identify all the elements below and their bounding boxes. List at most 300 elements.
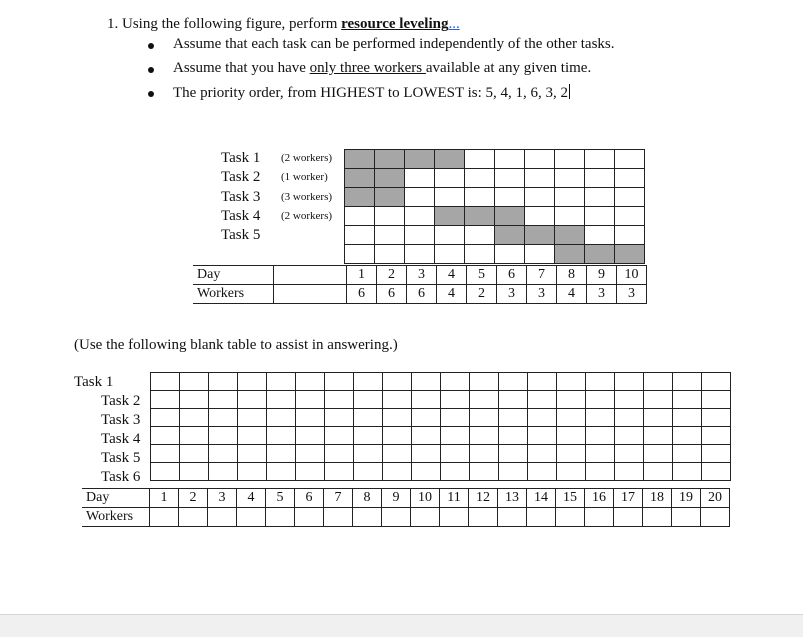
fig-task-workers: (1 worker) <box>281 171 328 183</box>
blank-gantt-cell <box>470 463 499 481</box>
gantt-cell <box>615 169 645 188</box>
blank-gantt-cell <box>644 463 673 481</box>
fig-day-value: 9 <box>587 266 617 285</box>
blank-gantt-cell <box>151 409 180 427</box>
blank-day-value: 2 <box>179 489 208 508</box>
figure-gantt-grid <box>344 149 645 264</box>
blank-gantt-cell <box>354 391 383 409</box>
gantt-cell <box>345 226 375 245</box>
blank-gantt-cell <box>702 427 731 445</box>
gantt-row <box>345 207 645 226</box>
bullet-dot <box>148 43 154 49</box>
blank-day-value: 18 <box>643 489 672 508</box>
gantt-cell <box>585 226 615 245</box>
blank-day-value: 12 <box>469 489 498 508</box>
fig-task-workers: (2 workers) <box>281 152 333 164</box>
gantt-cell <box>615 150 645 169</box>
gantt-cell <box>465 169 495 188</box>
blank-gantt-cell <box>209 373 238 391</box>
blank-gantt-cell <box>296 463 325 481</box>
blank-day-table <box>82 488 730 527</box>
blank-gantt-cell <box>470 445 499 463</box>
gantt-cell <box>525 150 555 169</box>
blank-gantt-cell <box>412 391 441 409</box>
blank-task-label: Task 1 <box>74 374 114 390</box>
fig-day-value: 10 <box>617 266 647 285</box>
gantt-cell <box>345 207 375 226</box>
blank-gantt-cell <box>354 427 383 445</box>
blank-workers-cell <box>614 508 643 527</box>
blank-workers-cell <box>556 508 585 527</box>
blank-workers-row <box>82 508 730 527</box>
blank-gantt-cell <box>441 373 470 391</box>
blank-gantt-cell <box>615 427 644 445</box>
gantt-cell <box>525 207 555 226</box>
bullet-dot <box>148 91 154 97</box>
gantt-cell <box>345 169 375 188</box>
blank-gantt-cell <box>528 373 557 391</box>
bullet-2-text-b: available at any given time. <box>425 60 592 76</box>
blank-gantt-cell <box>499 373 528 391</box>
blank-day-value: 6 <box>295 489 324 508</box>
fig-workers-value: 3 <box>587 285 617 304</box>
blank-day-value: 15 <box>556 489 585 508</box>
blank-gantt-cell <box>441 445 470 463</box>
blank-day-value: 4 <box>237 489 266 508</box>
gantt-cell <box>615 226 645 245</box>
blank-gantt-cell <box>209 427 238 445</box>
blank-gantt-cell <box>180 445 209 463</box>
blank-gantt-cell <box>499 427 528 445</box>
gantt-cell <box>585 207 615 226</box>
fig-task-label: Task 1 <box>221 150 261 166</box>
blank-gantt-cell <box>238 373 267 391</box>
gantt-cell <box>615 245 645 264</box>
gantt-row <box>345 169 645 188</box>
blank-task-label: Task 6 <box>101 469 141 485</box>
gantt-cell <box>525 169 555 188</box>
blank-workers-cell <box>672 508 701 527</box>
blank-workers-label: Workers <box>82 508 150 527</box>
blank-gantt-cell <box>528 409 557 427</box>
blank-gantt-cell <box>151 373 180 391</box>
bullet-dot <box>148 67 154 73</box>
blank-task-label: Task 3 <box>101 412 141 428</box>
blank-gantt-cell <box>586 391 615 409</box>
blank-gantt-cell <box>557 445 586 463</box>
link-marker: .. <box>452 16 460 32</box>
blank-gantt-cell <box>238 427 267 445</box>
gantt-cell <box>555 188 585 207</box>
blank-gantt-cell <box>586 445 615 463</box>
question-number: 1. <box>107 16 119 32</box>
fig-day-label: Day <box>193 266 274 285</box>
blank-gantt-cell <box>383 391 412 409</box>
blank-gantt-cell <box>557 427 586 445</box>
gantt-cell <box>375 207 405 226</box>
blank-gantt-cell <box>383 427 412 445</box>
fig-workers-value: 3 <box>497 285 527 304</box>
fig-workers-value: 4 <box>557 285 587 304</box>
blank-task-label: Task 2 <box>101 393 141 409</box>
blank-gantt-cell <box>267 427 296 445</box>
blank-workers-cell <box>382 508 411 527</box>
blank-gantt-cell <box>180 373 209 391</box>
blank-gantt-cell <box>209 445 238 463</box>
gantt-cell <box>435 150 465 169</box>
bullet-2 <box>173 60 591 77</box>
blank-gantt-cell <box>267 445 296 463</box>
blank-gantt-cell <box>151 391 180 409</box>
gantt-row <box>345 188 645 207</box>
gantt-cell <box>585 245 615 264</box>
blank-gantt-cell <box>209 409 238 427</box>
fig-day-value: 5 <box>467 266 497 285</box>
blank-gantt-cell <box>325 445 354 463</box>
blank-gantt-cell <box>383 373 412 391</box>
blank-gantt-grid <box>150 372 731 481</box>
blank-gantt-cell <box>238 463 267 481</box>
gantt-cell <box>405 188 435 207</box>
fig-day-value: 8 <box>557 266 587 285</box>
blank-gantt-cell <box>441 427 470 445</box>
blank-day-value: 13 <box>498 489 527 508</box>
blank-gantt-cell <box>412 427 441 445</box>
blank-gantt-cell <box>412 445 441 463</box>
gantt-cell <box>495 245 525 264</box>
blank-gantt-cell <box>528 445 557 463</box>
blank-gantt-cell <box>296 427 325 445</box>
fig-day-value: 2 <box>377 266 407 285</box>
blank-gantt-cell <box>586 463 615 481</box>
blank-gantt-cell <box>296 391 325 409</box>
gantt-cell <box>465 245 495 264</box>
fig-workers-value: 3 <box>617 285 647 304</box>
gantt-cell <box>465 150 495 169</box>
question-line <box>107 16 460 33</box>
fig-workers-value: 6 <box>377 285 407 304</box>
blank-gantt-cell <box>151 427 180 445</box>
blank-workers-cell <box>266 508 295 527</box>
gantt-cell <box>555 150 585 169</box>
fig-task-label: Task 3 <box>221 189 261 205</box>
blank-gantt-cell <box>499 391 528 409</box>
bullet-2-text-a: Assume that you have <box>173 60 310 76</box>
blank-gantt-cell <box>673 391 702 409</box>
blank-gantt-cell <box>470 373 499 391</box>
gantt-cell <box>525 245 555 264</box>
question-prefix: Using the following figure, perform <box>122 16 342 32</box>
fig-day-value: 3 <box>407 266 437 285</box>
gantt-cell <box>495 150 525 169</box>
gantt-cell <box>555 245 585 264</box>
gantt-cell <box>495 226 525 245</box>
helper-note: (Use the following blank table to assist in answering.) <box>74 337 398 353</box>
blank-gantt-cell <box>180 391 209 409</box>
blank-gantt-row <box>151 373 731 391</box>
bullet-3 <box>173 84 570 102</box>
gantt-cell <box>525 188 555 207</box>
blank-gantt-row <box>151 463 731 481</box>
blank-workers-cell <box>643 508 672 527</box>
blank-gantt-cell <box>702 373 731 391</box>
blank-gantt-cell <box>644 409 673 427</box>
blank-gantt-cell <box>209 391 238 409</box>
gantt-cell <box>435 207 465 226</box>
blank-workers-cell <box>150 508 179 527</box>
blank-gantt-cell <box>702 391 731 409</box>
fig-task-workers: (3 workers) <box>281 191 333 203</box>
bullet-3-text: The priority order, from HIGHEST to LOWEST is: 5, 4, 1, 6, 3, 2 <box>173 85 569 101</box>
fig-task-label: Task 5 <box>221 227 261 243</box>
text-cursor <box>569 84 570 99</box>
fig-workers-value: 3 <box>527 285 557 304</box>
gantt-cell <box>555 226 585 245</box>
blank-gantt-cell <box>151 445 180 463</box>
gantt-cell <box>405 150 435 169</box>
blank-gantt-cell <box>615 409 644 427</box>
gantt-cell <box>615 207 645 226</box>
blank-gantt-cell <box>702 409 731 427</box>
fig-day-value: 6 <box>497 266 527 285</box>
gantt-cell <box>585 188 615 207</box>
blank-gantt-cell <box>499 445 528 463</box>
blank-day-value: 9 <box>382 489 411 508</box>
blank-gantt-cell <box>557 391 586 409</box>
blank-gantt-cell <box>238 445 267 463</box>
blank-gantt-cell <box>673 373 702 391</box>
gantt-cell <box>495 207 525 226</box>
blank-workers-cell <box>701 508 730 527</box>
blank-gantt-cell <box>673 427 702 445</box>
blank-gantt-cell <box>267 409 296 427</box>
gantt-cell <box>405 169 435 188</box>
bullet-1 <box>173 36 615 53</box>
fig-task-label: Task 2 <box>221 169 261 185</box>
question-suffix: . <box>448 16 453 32</box>
blank-gantt-cell <box>412 409 441 427</box>
blank-gantt-cell <box>470 409 499 427</box>
blank-gantt-row <box>151 391 731 409</box>
gantt-cell <box>525 226 555 245</box>
blank-gantt-cell <box>354 409 383 427</box>
fig-day-spacer <box>274 266 347 285</box>
blank-gantt-cell <box>673 445 702 463</box>
blank-day-value: 1 <box>150 489 179 508</box>
fig-day-value: 7 <box>527 266 557 285</box>
blank-day-label: Day <box>82 489 150 508</box>
gantt-cell <box>375 226 405 245</box>
gantt-cell <box>465 188 495 207</box>
bullet-1-text: Assume that each task can be performed independently of the other tasks. <box>173 36 615 52</box>
blank-gantt-cell <box>383 445 412 463</box>
blank-task-label: Task 4 <box>101 431 141 447</box>
question-emphasis: resource leveling <box>341 16 449 32</box>
blank-gantt-cell <box>470 427 499 445</box>
blank-gantt-cell <box>267 463 296 481</box>
blank-gantt-cell <box>644 445 673 463</box>
blank-gantt-cell <box>325 391 354 409</box>
blank-gantt-cell <box>296 373 325 391</box>
bullet-2-underline: only three workers <box>309 60 426 76</box>
blank-gantt-cell <box>499 463 528 481</box>
blank-gantt-cell <box>209 463 238 481</box>
gantt-cell <box>375 150 405 169</box>
gantt-cell <box>375 169 405 188</box>
blank-gantt-cell <box>325 463 354 481</box>
blank-day-value: 19 <box>672 489 701 508</box>
gantt-cell <box>435 169 465 188</box>
blank-day-value: 20 <box>701 489 730 508</box>
gantt-cell <box>465 226 495 245</box>
blank-gantt-cell <box>644 373 673 391</box>
gantt-cell <box>345 188 375 207</box>
fig-day-value: 4 <box>437 266 467 285</box>
blank-workers-cell <box>295 508 324 527</box>
gantt-row <box>345 150 645 169</box>
fig-task-label: Task 4 <box>221 208 261 224</box>
gantt-cell <box>405 245 435 264</box>
fig-workers-value: 6 <box>347 285 377 304</box>
blank-workers-cell <box>353 508 382 527</box>
blank-gantt-cell <box>615 391 644 409</box>
gantt-cell <box>495 169 525 188</box>
blank-gantt-cell <box>296 445 325 463</box>
blank-gantt-cell <box>586 427 615 445</box>
blank-workers-cell <box>585 508 614 527</box>
blank-workers-cell <box>527 508 556 527</box>
blank-workers-cell <box>498 508 527 527</box>
blank-gantt-row <box>151 445 731 463</box>
blank-day-row <box>82 489 730 508</box>
blank-gantt-cell <box>470 391 499 409</box>
blank-gantt-cell <box>354 463 383 481</box>
gantt-cell <box>435 188 465 207</box>
blank-gantt-cell <box>586 409 615 427</box>
blank-gantt-cell <box>702 463 731 481</box>
blank-workers-cell <box>237 508 266 527</box>
gantt-cell <box>375 188 405 207</box>
fig-workers-spacer <box>274 285 347 304</box>
blank-day-value: 5 <box>266 489 295 508</box>
blank-gantt-cell <box>615 373 644 391</box>
blank-gantt-cell <box>673 409 702 427</box>
blank-day-value: 11 <box>440 489 469 508</box>
blank-gantt-cell <box>412 463 441 481</box>
blank-gantt-cell <box>383 409 412 427</box>
blank-day-value: 17 <box>614 489 643 508</box>
blank-day-value: 10 <box>411 489 440 508</box>
blank-workers-cell <box>440 508 469 527</box>
blank-gantt-cell <box>441 409 470 427</box>
fig-workers-label: Workers <box>193 285 274 304</box>
blank-gantt-cell <box>151 463 180 481</box>
blank-gantt-cell <box>267 373 296 391</box>
blank-gantt-cell <box>644 391 673 409</box>
gantt-cell <box>405 207 435 226</box>
gantt-cell <box>555 169 585 188</box>
blank-gantt-cell <box>325 409 354 427</box>
blank-gantt-cell <box>325 427 354 445</box>
blank-day-value: 14 <box>527 489 556 508</box>
blank-workers-cell <box>469 508 498 527</box>
gantt-cell <box>585 169 615 188</box>
fig-task-workers: (2 workers) <box>281 210 333 222</box>
blank-gantt-cell <box>615 463 644 481</box>
blank-gantt-cell <box>296 409 325 427</box>
blank-day-value: 3 <box>208 489 237 508</box>
gantt-cell <box>615 188 645 207</box>
blank-gantt-cell <box>557 409 586 427</box>
fig-day-row <box>193 266 647 285</box>
gantt-cell <box>405 226 435 245</box>
blank-gantt-cell <box>238 391 267 409</box>
blank-gantt-cell <box>499 409 528 427</box>
blank-gantt-cell <box>354 373 383 391</box>
gantt-cell <box>435 245 465 264</box>
blank-gantt-cell <box>557 373 586 391</box>
blank-gantt-cell <box>267 391 296 409</box>
blank-gantt-cell <box>180 427 209 445</box>
blank-gantt-cell <box>180 463 209 481</box>
gantt-cell <box>585 150 615 169</box>
gantt-cell <box>345 150 375 169</box>
blank-gantt-row <box>151 427 731 445</box>
blank-task-label: Task 5 <box>101 450 141 466</box>
blank-gantt-cell <box>180 409 209 427</box>
figure-day-table <box>193 265 647 304</box>
gantt-cell <box>435 226 465 245</box>
blank-gantt-cell <box>528 427 557 445</box>
gantt-cell <box>375 245 405 264</box>
blank-gantt-cell <box>441 463 470 481</box>
blank-day-value: 8 <box>353 489 382 508</box>
gantt-cell <box>465 207 495 226</box>
blank-gantt-cell <box>644 427 673 445</box>
blank-workers-cell <box>179 508 208 527</box>
blank-gantt-cell <box>441 391 470 409</box>
blank-gantt-cell <box>673 463 702 481</box>
blank-gantt-cell <box>325 373 354 391</box>
blank-gantt-cell <box>383 463 412 481</box>
gantt-cell <box>555 207 585 226</box>
fig-workers-value: 2 <box>467 285 497 304</box>
blank-gantt-cell <box>586 373 615 391</box>
blank-gantt-cell <box>528 391 557 409</box>
blank-gantt-cell <box>412 373 441 391</box>
blank-workers-cell <box>208 508 237 527</box>
gantt-row <box>345 245 645 264</box>
fig-workers-value: 6 <box>407 285 437 304</box>
blank-workers-cell <box>324 508 353 527</box>
blank-gantt-row <box>151 409 731 427</box>
blank-gantt-cell <box>354 445 383 463</box>
fig-workers-value: 4 <box>437 285 467 304</box>
blank-gantt-cell <box>528 463 557 481</box>
gantt-row <box>345 226 645 245</box>
blank-gantt-cell <box>702 445 731 463</box>
status-bar <box>0 614 803 637</box>
fig-day-value: 1 <box>347 266 377 285</box>
blank-gantt-cell <box>557 463 586 481</box>
blank-workers-cell <box>411 508 440 527</box>
gantt-cell <box>495 188 525 207</box>
gantt-cell <box>345 245 375 264</box>
blank-gantt-cell <box>615 445 644 463</box>
blank-gantt-cell <box>238 409 267 427</box>
blank-day-value: 7 <box>324 489 353 508</box>
fig-workers-row <box>193 285 647 304</box>
